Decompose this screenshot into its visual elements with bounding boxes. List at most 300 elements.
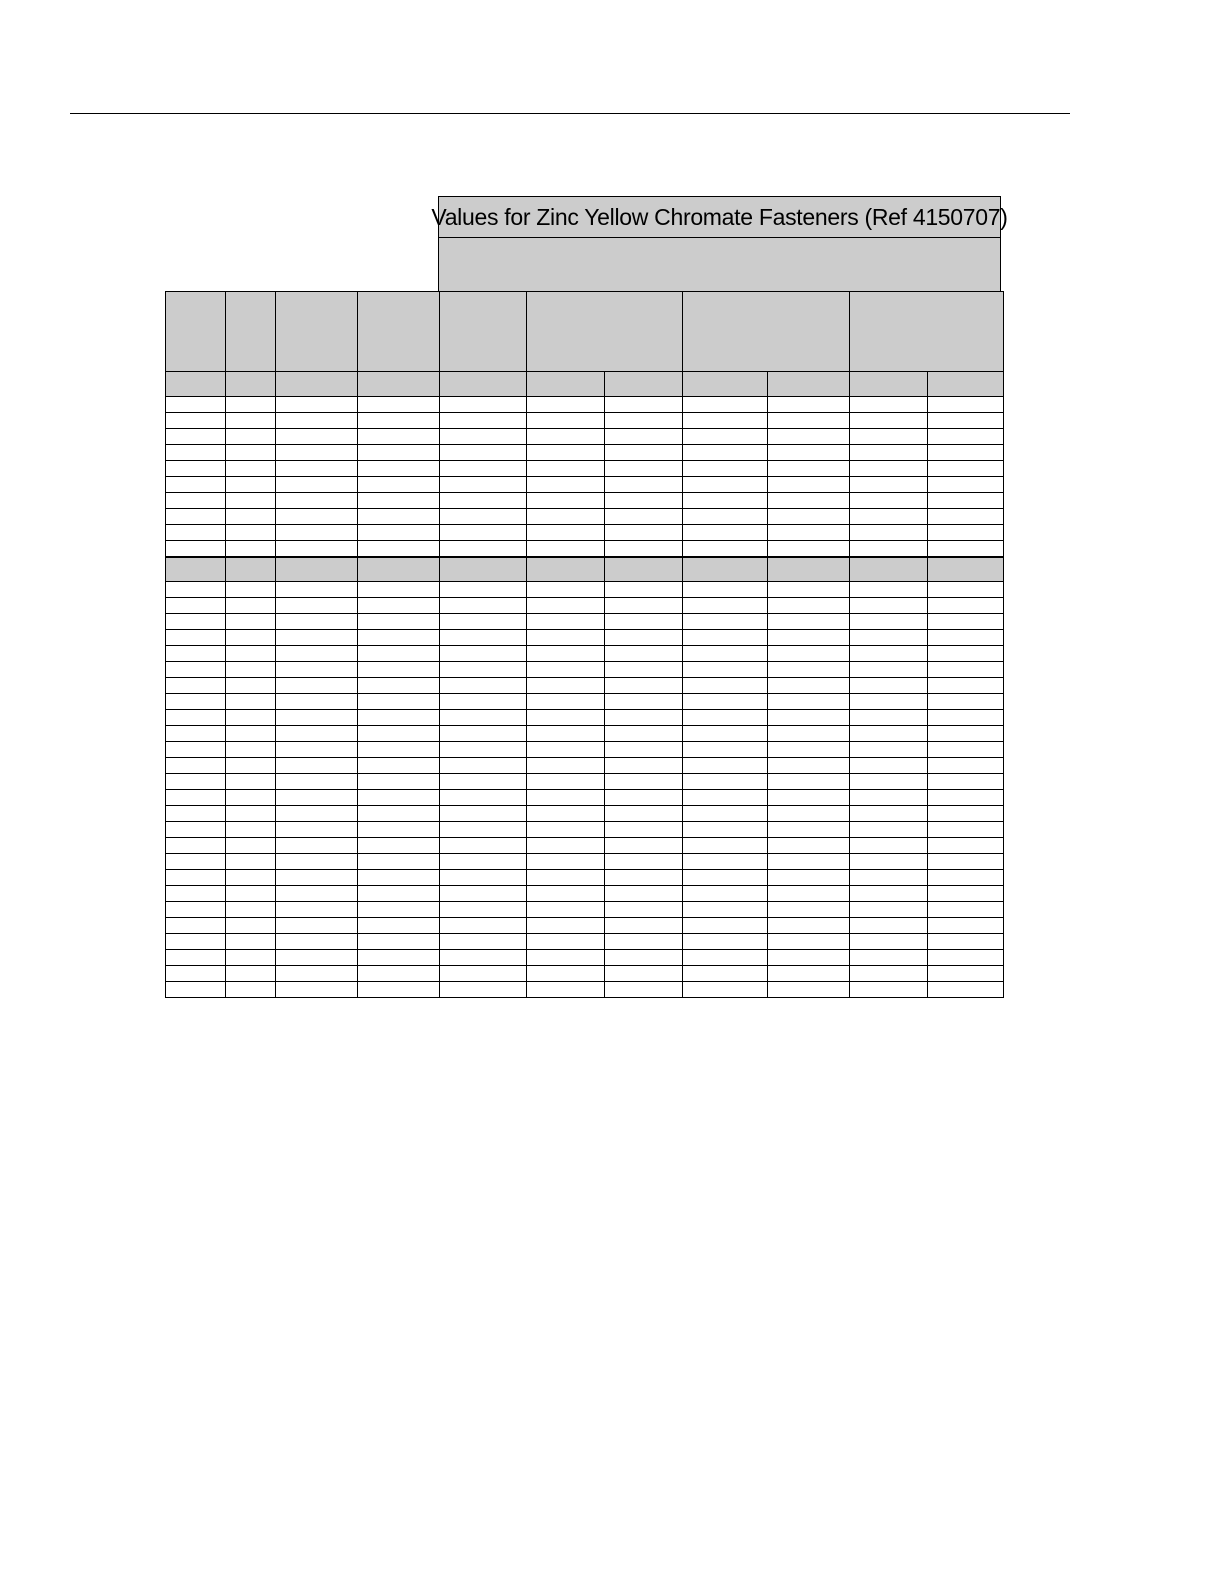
table-cell [166,413,226,429]
table-row [166,429,1004,445]
table-row [166,886,1004,902]
table-cell [226,694,276,710]
header-cell [276,292,358,372]
table-cell [928,854,1004,870]
table-row [166,838,1004,854]
table-cell [527,806,605,822]
table-cell [166,694,226,710]
table-cell [226,950,276,966]
table-cell [358,557,440,582]
table-cell [527,870,605,886]
table-row [166,710,1004,726]
table-cell [605,790,683,806]
table-cell [166,582,226,598]
table-cell [226,742,276,758]
table-cell [226,557,276,582]
table-cell [605,477,683,493]
table-cell [605,726,683,742]
table-cell [605,870,683,886]
table-cell [850,461,928,477]
table-cell [166,870,226,886]
table-cell [850,710,928,726]
table-cell [683,918,768,934]
table-cell [683,902,768,918]
table-cell [527,646,605,662]
table-cell [768,806,850,822]
table-cell [605,902,683,918]
table-cell [358,582,440,598]
table-cell [226,806,276,822]
table-cell [226,413,276,429]
table-cell [850,397,928,413]
table-cell [358,966,440,982]
header-row [166,292,1004,372]
table-cell [226,582,276,598]
table-cell [527,557,605,582]
table-cell [605,886,683,902]
table-cell [226,525,276,541]
table-cell [605,806,683,822]
table-cell [850,982,928,998]
table-cell [850,582,928,598]
table-cell [527,525,605,541]
table-cell [226,429,276,445]
table-cell [358,614,440,630]
table-cell [358,372,440,397]
table-cell [276,742,358,758]
table-cell [928,662,1004,678]
table-cell [226,774,276,790]
table-cell [928,726,1004,742]
table-cell [358,902,440,918]
table-cell [440,774,527,790]
table-cell [276,413,358,429]
table-cell [768,646,850,662]
table-cell [928,525,1004,541]
table-row [166,806,1004,822]
table-cell [928,918,1004,934]
table-cell [850,870,928,886]
table-cell [226,646,276,662]
table-cell [358,509,440,525]
table-cell [683,598,768,614]
table-cell [928,557,1004,582]
table-cell [850,918,928,934]
table-cell [683,413,768,429]
table-cell [276,870,358,886]
table-cell [928,966,1004,982]
table-cell [358,493,440,509]
table-cell [605,372,683,397]
table-cell [850,525,928,541]
table-row [166,582,1004,598]
table-cell [683,445,768,461]
table-row [166,918,1004,934]
table-cell [226,726,276,742]
table-cell [166,509,226,525]
table-cell [440,950,527,966]
table-cell [768,742,850,758]
table-cell [166,557,226,582]
table-cell [605,461,683,477]
table-cell [928,822,1004,838]
table-cell [683,509,768,525]
table-cell [768,966,850,982]
table-cell [440,854,527,870]
header-cell [850,292,1004,372]
table-cell [226,461,276,477]
table-cell [276,372,358,397]
table-cell [276,694,358,710]
table-cell [683,886,768,902]
table-cell [683,557,768,582]
table-cell [928,372,1004,397]
table-cell [276,886,358,902]
table-row [166,694,1004,710]
table-cell [928,614,1004,630]
table-cell [276,541,358,557]
table-cell [768,372,850,397]
table-row [166,934,1004,950]
table-cell [928,950,1004,966]
table-cell [768,870,850,886]
table-cell [683,870,768,886]
table-row [166,790,1004,806]
table-cell [928,902,1004,918]
table-cell [440,429,527,445]
section-header-row [166,372,1004,397]
table-cell [226,790,276,806]
table-cell [605,918,683,934]
table-cell [276,445,358,461]
table-cell [527,758,605,774]
table-cell [440,742,527,758]
table-cell [928,742,1004,758]
table-row [166,493,1004,509]
table-cell [527,582,605,598]
table-cell [683,790,768,806]
table-cell [226,966,276,982]
table-cell [166,662,226,678]
table-cell [605,838,683,854]
table-cell [527,934,605,950]
header-cell [226,292,276,372]
table-row [166,854,1004,870]
table-row [166,541,1004,557]
top-rule [70,113,1070,114]
table-cell [605,678,683,694]
table-cell [605,822,683,838]
header-cell [358,292,440,372]
table-cell [850,886,928,902]
table-cell [358,662,440,678]
table-cell [440,541,527,557]
table-cell [850,493,928,509]
table-cell [928,630,1004,646]
table-cell [768,662,850,678]
table-cell [226,758,276,774]
table-cell [276,461,358,477]
table-cell [276,582,358,598]
table-cell [928,397,1004,413]
table-cell [276,838,358,854]
table-cell [166,854,226,870]
table-cell [358,918,440,934]
table-cell [928,758,1004,774]
table-cell [440,902,527,918]
table-cell [527,598,605,614]
table-cell [527,413,605,429]
table-cell [928,982,1004,998]
table-row [166,822,1004,838]
table-row [166,726,1004,742]
table-cell [768,598,850,614]
table-cell [683,966,768,982]
table-cell [928,445,1004,461]
table-cell [440,493,527,509]
table-cell [276,758,358,774]
table-cell [226,445,276,461]
table-cell [440,598,527,614]
table-cell [166,397,226,413]
table-cell [358,694,440,710]
table-row [166,525,1004,541]
table-cell [605,966,683,982]
table-row [166,445,1004,461]
table-row [166,477,1004,493]
table-cell [276,950,358,966]
table-cell [683,582,768,598]
table-cell [440,413,527,429]
table-row [166,598,1004,614]
table-cell [768,918,850,934]
table-cell [166,461,226,477]
table-cell [850,854,928,870]
table-cell [226,598,276,614]
table-cell [605,710,683,726]
table-cell [440,509,527,525]
table-cell [683,614,768,630]
table-cell [928,509,1004,525]
table-row [166,662,1004,678]
table-subtitle-area [438,238,1001,292]
table-cell [226,822,276,838]
table-cell [358,806,440,822]
table-row [166,461,1004,477]
table-cell [527,838,605,854]
table-cell [440,726,527,742]
table-cell [226,397,276,413]
table-cell [166,445,226,461]
table-cell [358,461,440,477]
table-cell [440,525,527,541]
table-cell [440,790,527,806]
table-cell [683,662,768,678]
table-cell [358,630,440,646]
table-cell [358,525,440,541]
table-cell [440,694,527,710]
table-cell [605,950,683,966]
table-cell [166,710,226,726]
table-cell [850,742,928,758]
table-cell [166,758,226,774]
table-row [166,742,1004,758]
table-cell [850,646,928,662]
table-cell [276,806,358,822]
table-cell [683,934,768,950]
table-cell [276,902,358,918]
table-cell [166,982,226,998]
table-cell [166,372,226,397]
table-cell [276,790,358,806]
table-cell [850,445,928,461]
table-cell [850,557,928,582]
table-cell [276,966,358,982]
table-cell [928,678,1004,694]
table-cell [440,838,527,854]
table-cell [166,646,226,662]
table-cell [440,662,527,678]
table-cell [166,950,226,966]
table-cell [527,742,605,758]
table-cell [527,966,605,982]
table-cell [440,918,527,934]
table-cell [605,525,683,541]
table-cell [276,662,358,678]
table-cell [928,806,1004,822]
table-cell [276,726,358,742]
table-cell [226,372,276,397]
table-cell [527,429,605,445]
table-cell [527,509,605,525]
table-cell [928,694,1004,710]
table-cell [166,790,226,806]
table-cell [928,870,1004,886]
table-cell [768,461,850,477]
table-cell [605,582,683,598]
table-cell [768,950,850,966]
table-cell [527,902,605,918]
table-cell [440,886,527,902]
table-cell [226,541,276,557]
table-cell [928,774,1004,790]
table-cell [605,630,683,646]
table-cell [850,630,928,646]
table-cell [605,758,683,774]
table-row [166,774,1004,790]
table-cell [768,934,850,950]
table-cell [440,557,527,582]
table-cell [768,477,850,493]
table-cell [166,902,226,918]
table-cell [527,918,605,934]
table-cell [683,982,768,998]
table-cell [276,493,358,509]
table-cell [683,742,768,758]
table-cell [527,541,605,557]
header-cell [166,292,226,372]
table-cell [768,525,850,541]
table-cell [166,742,226,758]
table-row [166,870,1004,886]
table-cell [527,477,605,493]
table-cell [358,886,440,902]
table-cell [527,790,605,806]
table-row [166,509,1004,525]
table-cell [527,397,605,413]
table-cell [276,525,358,541]
table-cell [768,822,850,838]
table-cell [768,557,850,582]
table-cell [527,950,605,966]
table-cell [527,726,605,742]
table-cell [226,982,276,998]
table-row [166,758,1004,774]
table-cell [440,870,527,886]
table-cell [605,774,683,790]
table-cell [768,982,850,998]
table-cell [276,630,358,646]
table-cell [440,372,527,397]
table-cell [605,614,683,630]
table-cell [928,646,1004,662]
table-cell [527,630,605,646]
table-cell [928,598,1004,614]
table-cell [768,710,850,726]
table-cell [166,838,226,854]
table-cell [440,397,527,413]
table-cell [768,630,850,646]
table-cell [850,758,928,774]
table-cell [605,445,683,461]
table-cell [440,678,527,694]
table-cell [527,886,605,902]
table-cell [166,614,226,630]
table-cell [166,726,226,742]
table-cell [440,934,527,950]
table-cell [276,557,358,582]
table-cell [527,710,605,726]
table-cell [276,509,358,525]
table-cell [928,461,1004,477]
table-cell [850,477,928,493]
table-cell [928,582,1004,598]
table-cell [276,982,358,998]
table-cell [605,429,683,445]
table-cell [605,934,683,950]
table-cell [276,710,358,726]
table-cell [605,397,683,413]
table-cell [768,509,850,525]
table-cell [440,710,527,726]
table-cell [850,662,928,678]
table-cell [527,854,605,870]
table-cell [527,372,605,397]
table-cell [768,790,850,806]
table-row [166,982,1004,998]
table-cell [928,710,1004,726]
table-cell [527,982,605,998]
table-row [166,630,1004,646]
table-cell [166,774,226,790]
table-cell [768,902,850,918]
table-cell [683,461,768,477]
table-row [166,950,1004,966]
table-cell [226,838,276,854]
table-cell [928,934,1004,950]
header-cell [527,292,683,372]
section-header-row [166,557,1004,582]
